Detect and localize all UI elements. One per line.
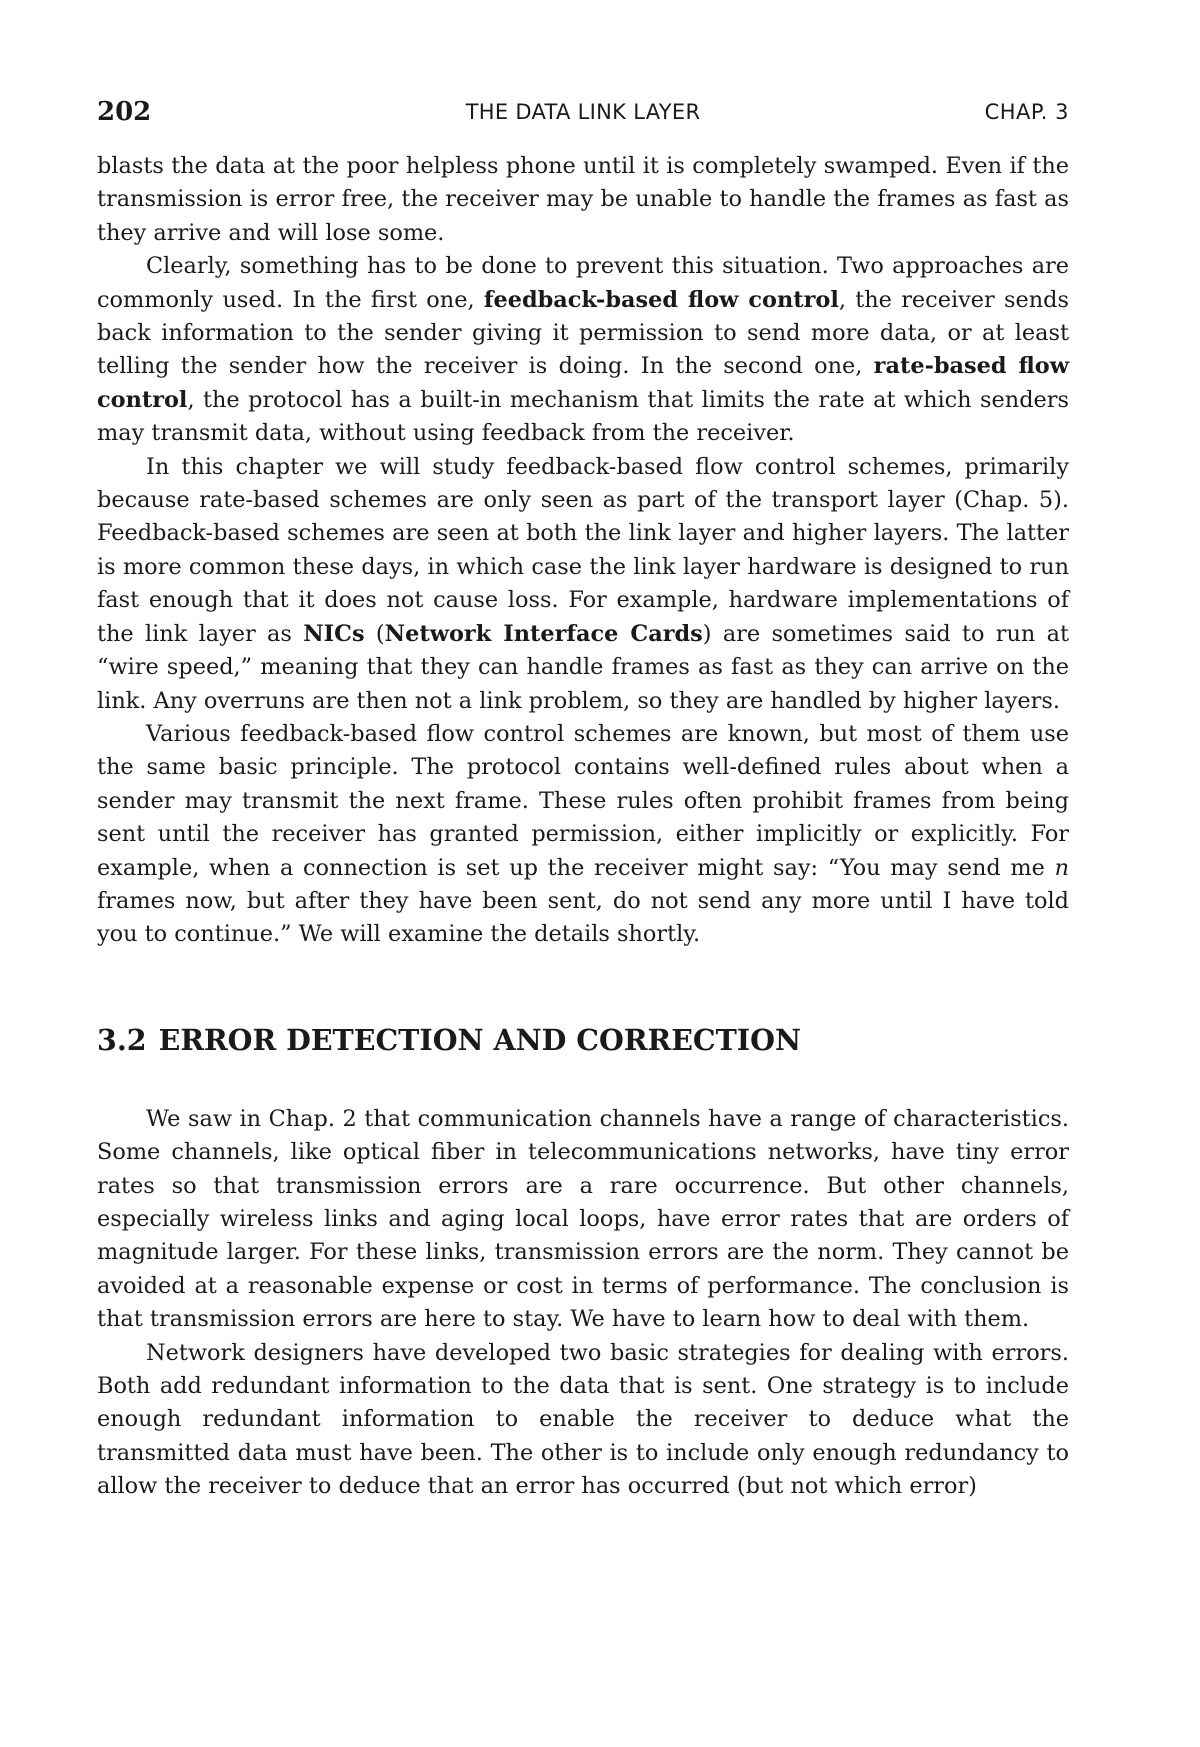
text-run: frames now, but after they have been sent, do not send any more until I have told you to continue.” We will examine the details shortly. [97, 887, 1069, 948]
term-network-interface-cards: Network Interface Cards [384, 620, 703, 647]
paragraph-flow-control-approaches [97, 250, 1069, 450]
paragraph-error-strategies: Network designers have developed two basic strategies for dealing with errors. Both add redundant information to the data that is sent. One strategy is to include enough redundant information to enable the receiver to deduce what the transmitted data must have been. The other is to include only enough redundancy to allow the receiver to deduce that an error has occurred (but not which error) [97, 1339, 1069, 1500]
running-header [97, 92, 1069, 132]
text-run: In this chapter we will study feedback-based flow control schemes, primarily because rate-based schemes are only seen as part of the transport layer (Chap. 5). Feedback-based schemes are seen at both the link layer and higher layers. The latter is more common these days, in which case the link layer hardware is designed to run fast enough that it does not cause loss. For example, hardware implementations of the link layer as [97, 453, 1069, 647]
variable-n: n [1054, 854, 1069, 881]
section-title: ERROR DETECTION AND CORRECTION [158, 1022, 802, 1057]
term-nics: NICs [303, 620, 365, 647]
book-page [97, 92, 1069, 1504]
body-text [97, 150, 1069, 952]
text-run: ( [364, 620, 385, 647]
text-run: ) are sometimes said to run at “wire speed,” meaning that they can handle frames as fast as they can arrive on the link. Any overruns are then not a link problem, so they are handled by higher layers. [97, 620, 1070, 714]
running-title: THE DATA LINK LAYER [465, 100, 701, 124]
section-heading [97, 1020, 1069, 1060]
chapter-label: CHAP. 3 [984, 100, 1069, 124]
text-run: Clearly, something has to be done to prevent this situation. Two approaches are commonly used. In the first one, [97, 253, 1069, 313]
paragraph-feedback-schemes [97, 451, 1069, 718]
paragraph-basic-principle [97, 718, 1069, 952]
page-number: 202 [97, 97, 152, 127]
paragraph-channel-characteristics: We saw in Chap. 2 that communication channels have a range of characteristics. Some channels, like optical fiber in telecommunications networks, have tiny error rates so that transmission errors are a rare occurrence. But other channels, especially wireless links and aging local loops, have error rates that are orders of magnitude larger. For these links, transmission errors are the norm. They cannot be avoided at a reasonable expense or cost in terms of performance. The conclusion is that transmission errors are here to stay. We have to learn how to deal with them. [97, 1105, 1069, 1333]
term-feedback-based-flow-control: feedback-based flow control [483, 286, 839, 313]
text-run: , the protocol has a built-in mechanism that limits the rate at which senders may transmit data, without using feedback from the receiver. [97, 386, 1069, 447]
section-number: 3.2 [97, 1022, 147, 1057]
text-run: Various feedback-based flow control schemes are known, but most of them use the same basic principle. The protocol contains well-defined rules about when a sender may transmit the next frame. These rules often prohibit frames from being sent until the receiver has granted permission, either implicitly or explicitly. For example, when a connection is set up the receiver might say: “You may send me [97, 720, 1069, 881]
section-body-text [97, 1103, 1069, 1504]
text-run: , the receiver sends back information to the sender giving it permission to send more data, or at least telling the sender how the receiver is doing. In the second one, [97, 286, 1069, 380]
paragraph-continued: blasts the data at the poor helpless phone until it is completely swamped. Even if the transmission is error free, the receiver may be unable to handle the frames as fast as they arrive and will lose some. [97, 153, 1069, 246]
term-rate-based-flow-control: rate-based flow control [97, 353, 1069, 413]
